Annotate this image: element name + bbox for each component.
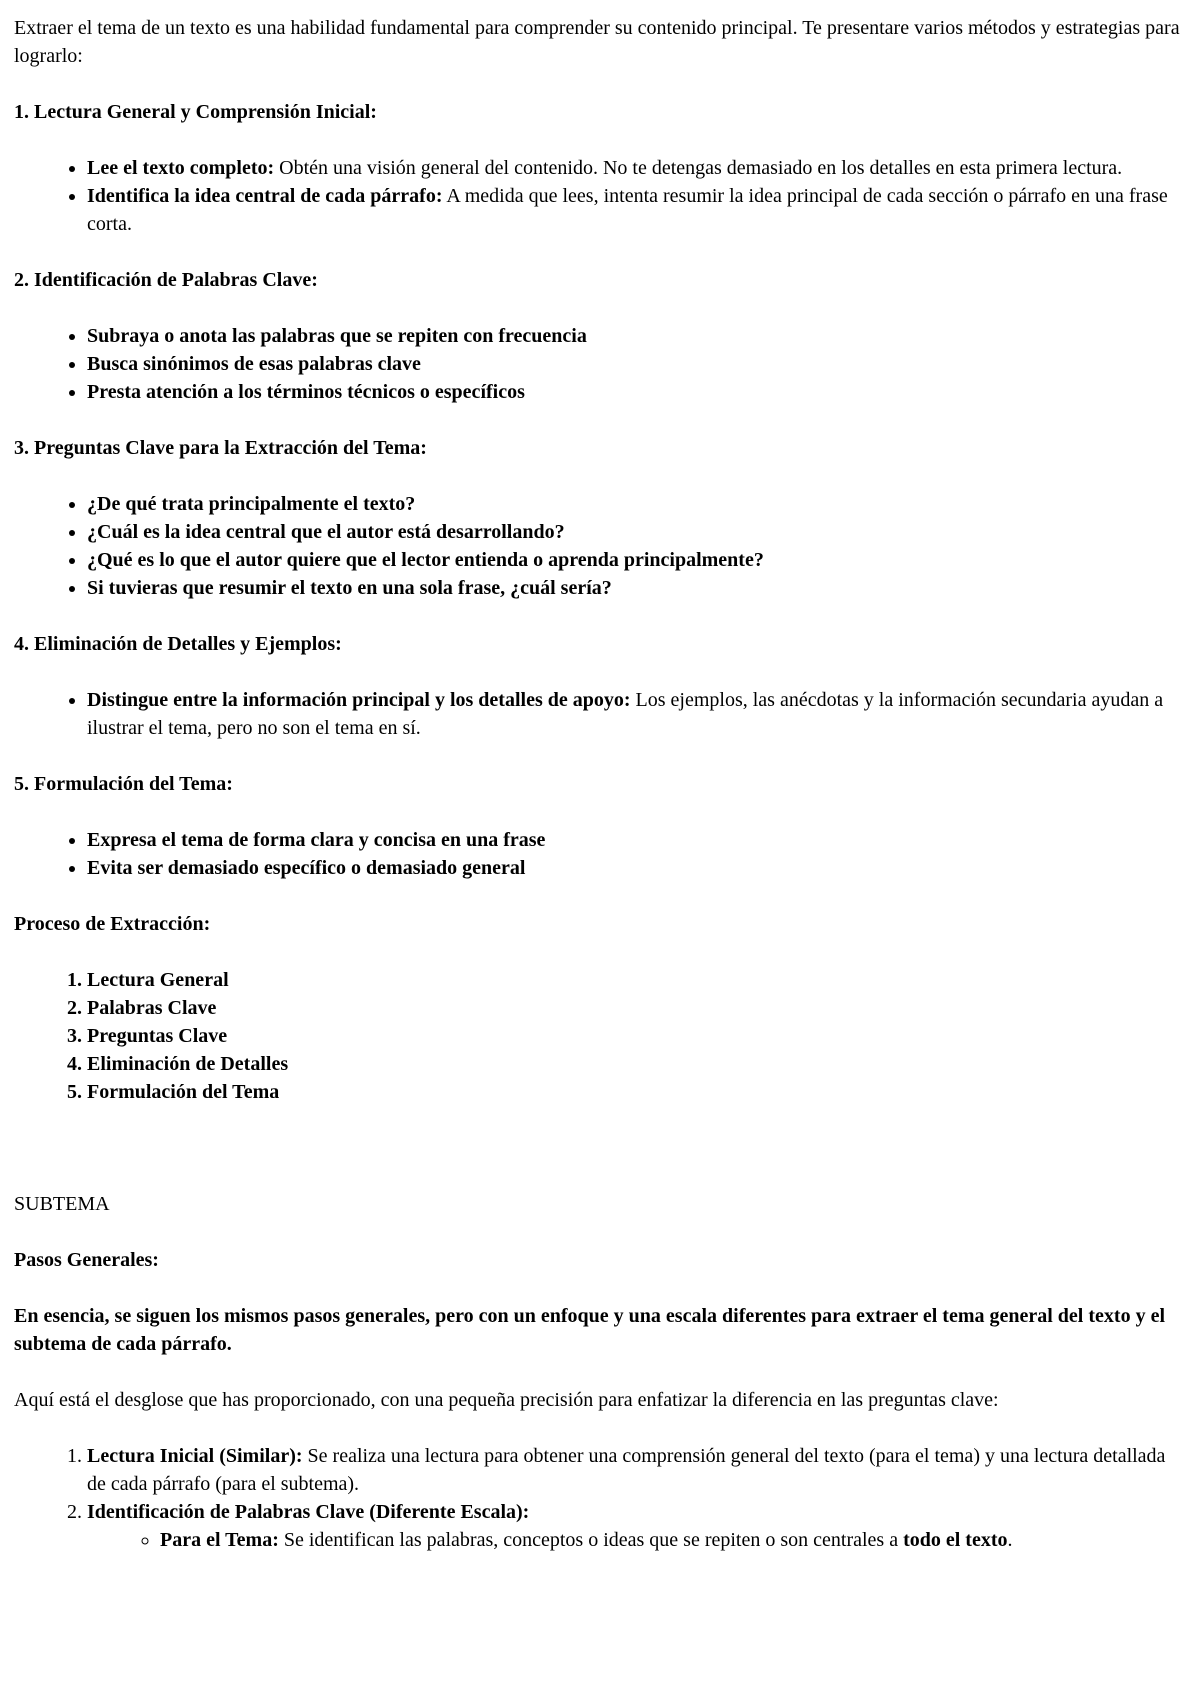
section-5-list	[14, 826, 1186, 882]
section-2-list	[14, 322, 1186, 406]
list-item: • Expresa el tema de forma clara y concisa en una frase	[87, 826, 1186, 854]
list-item-lead: Distingue entre la información principal y los detalles de apoyo:	[87, 689, 631, 711]
section-4-list	[14, 686, 1186, 742]
spacer	[14, 1134, 1186, 1190]
list-item: 1. Lectura General	[87, 966, 1186, 994]
list-item: • Presta atención a los términos técnicos o específicos	[87, 378, 1186, 406]
section-5-heading: 5. Formulación del Tema:	[14, 773, 233, 795]
list-item: • Subraya o anota las palabras que se repiten con frecuencia	[87, 322, 1186, 350]
list-item	[87, 686, 1186, 742]
process-list	[14, 966, 1186, 1106]
list-item-text: A medida que lees, intenta resumir la idea principal de cada sección o párrafo en una frase corta.	[87, 185, 1168, 235]
section-2-heading: 2. Identificación de Palabras Clave:	[14, 269, 318, 291]
list-item: 5. Formulación del Tema	[87, 1078, 1186, 1106]
list-item: • ¿Qué es lo que el autor quiere que el lector entienda o aprenda principalmente?	[87, 546, 1186, 574]
sub-list	[87, 1526, 1186, 1554]
pasos-generales-heading: Pasos Generales:	[14, 1249, 159, 1271]
list-item	[87, 182, 1186, 238]
list-item-lead: Identificación de Palabras Clave (Diferente Escala):	[87, 1501, 530, 1523]
list-item	[87, 1498, 1186, 1554]
list-item	[87, 154, 1186, 182]
section-1-list	[14, 154, 1186, 238]
sub-list-item	[160, 1526, 1186, 1554]
section-4-heading: 4. Eliminación de Detalles y Ejemplos:	[14, 633, 342, 655]
subtema-steps-list	[14, 1442, 1186, 1554]
process-heading: Proceso de Extracción:	[14, 913, 211, 935]
desglose-paragraph: Aquí está el desglose que has proporcionado, con una pequeña precisión para enfatizar la diferencia en las preguntas clave:	[14, 1389, 999, 1411]
list-item-text: Obtén una visión general del contenido. No te detengas demasiado en los detalles en esta primera lectura.	[274, 157, 1123, 179]
list-item	[87, 1442, 1186, 1498]
sub-list-item-emphasis: todo el texto	[903, 1529, 1008, 1551]
sub-list-item-end: .	[1007, 1529, 1013, 1551]
list-item: 2. Palabras Clave	[87, 994, 1186, 1022]
list-item: 4. Eliminación de Detalles	[87, 1050, 1186, 1078]
list-item: • Busca sinónimos de esas palabras clave	[87, 350, 1186, 378]
sub-list-item-text: Se identifican las palabras, conceptos o ideas que se repiten o son centrales a	[278, 1529, 904, 1551]
list-item: • Evita ser demasiado específico o demasiado general	[87, 854, 1186, 882]
list-item-text: Los ejemplos, las anécdotas y la información secundaria ayudan a ilustrar el tema, pero no son el tema en sí.	[87, 689, 1164, 739]
list-item-text: Se realiza una lectura para obtener una comprensión general del texto (para el tema) y una lectura detallada de cada párrafo (para el subtema).	[87, 1445, 1166, 1495]
list-item-lead: Lee el texto completo:	[87, 157, 275, 179]
subtema-title: SUBTEMA	[14, 1193, 110, 1215]
intro-paragraph: Extraer el tema de un texto es una habilidad fundamental para comprender su contenido principal. Te presentare varios métodos y estrategias para lograrlo:	[14, 17, 1180, 67]
list-item: • ¿De qué trata principalmente el texto?	[87, 490, 1186, 518]
list-item: 3. Preguntas Clave	[87, 1022, 1186, 1050]
section-3-heading: 3. Preguntas Clave para la Extracción del Tema:	[14, 437, 427, 459]
list-item-lead: Lectura Inicial (Similar):	[87, 1445, 303, 1467]
section-1-heading: 1. Lectura General y Comprensión Inicial:	[14, 101, 377, 123]
section-3-list	[14, 490, 1186, 602]
sub-list-item-lead: Para el Tema:	[160, 1529, 279, 1551]
list-item: • Si tuvieras que resumir el texto en una sola frase, ¿cuál sería?	[87, 574, 1186, 602]
list-item: • ¿Cuál es la idea central que el autor está desarrollando?	[87, 518, 1186, 546]
esencia-paragraph: En esencia, se siguen los mismos pasos generales, pero con un enfoque y una escala diferentes para extraer el tema general del texto y el subtema de cada párrafo.	[14, 1305, 1165, 1355]
list-item-lead: Identifica la idea central de cada párrafo:	[87, 185, 443, 207]
